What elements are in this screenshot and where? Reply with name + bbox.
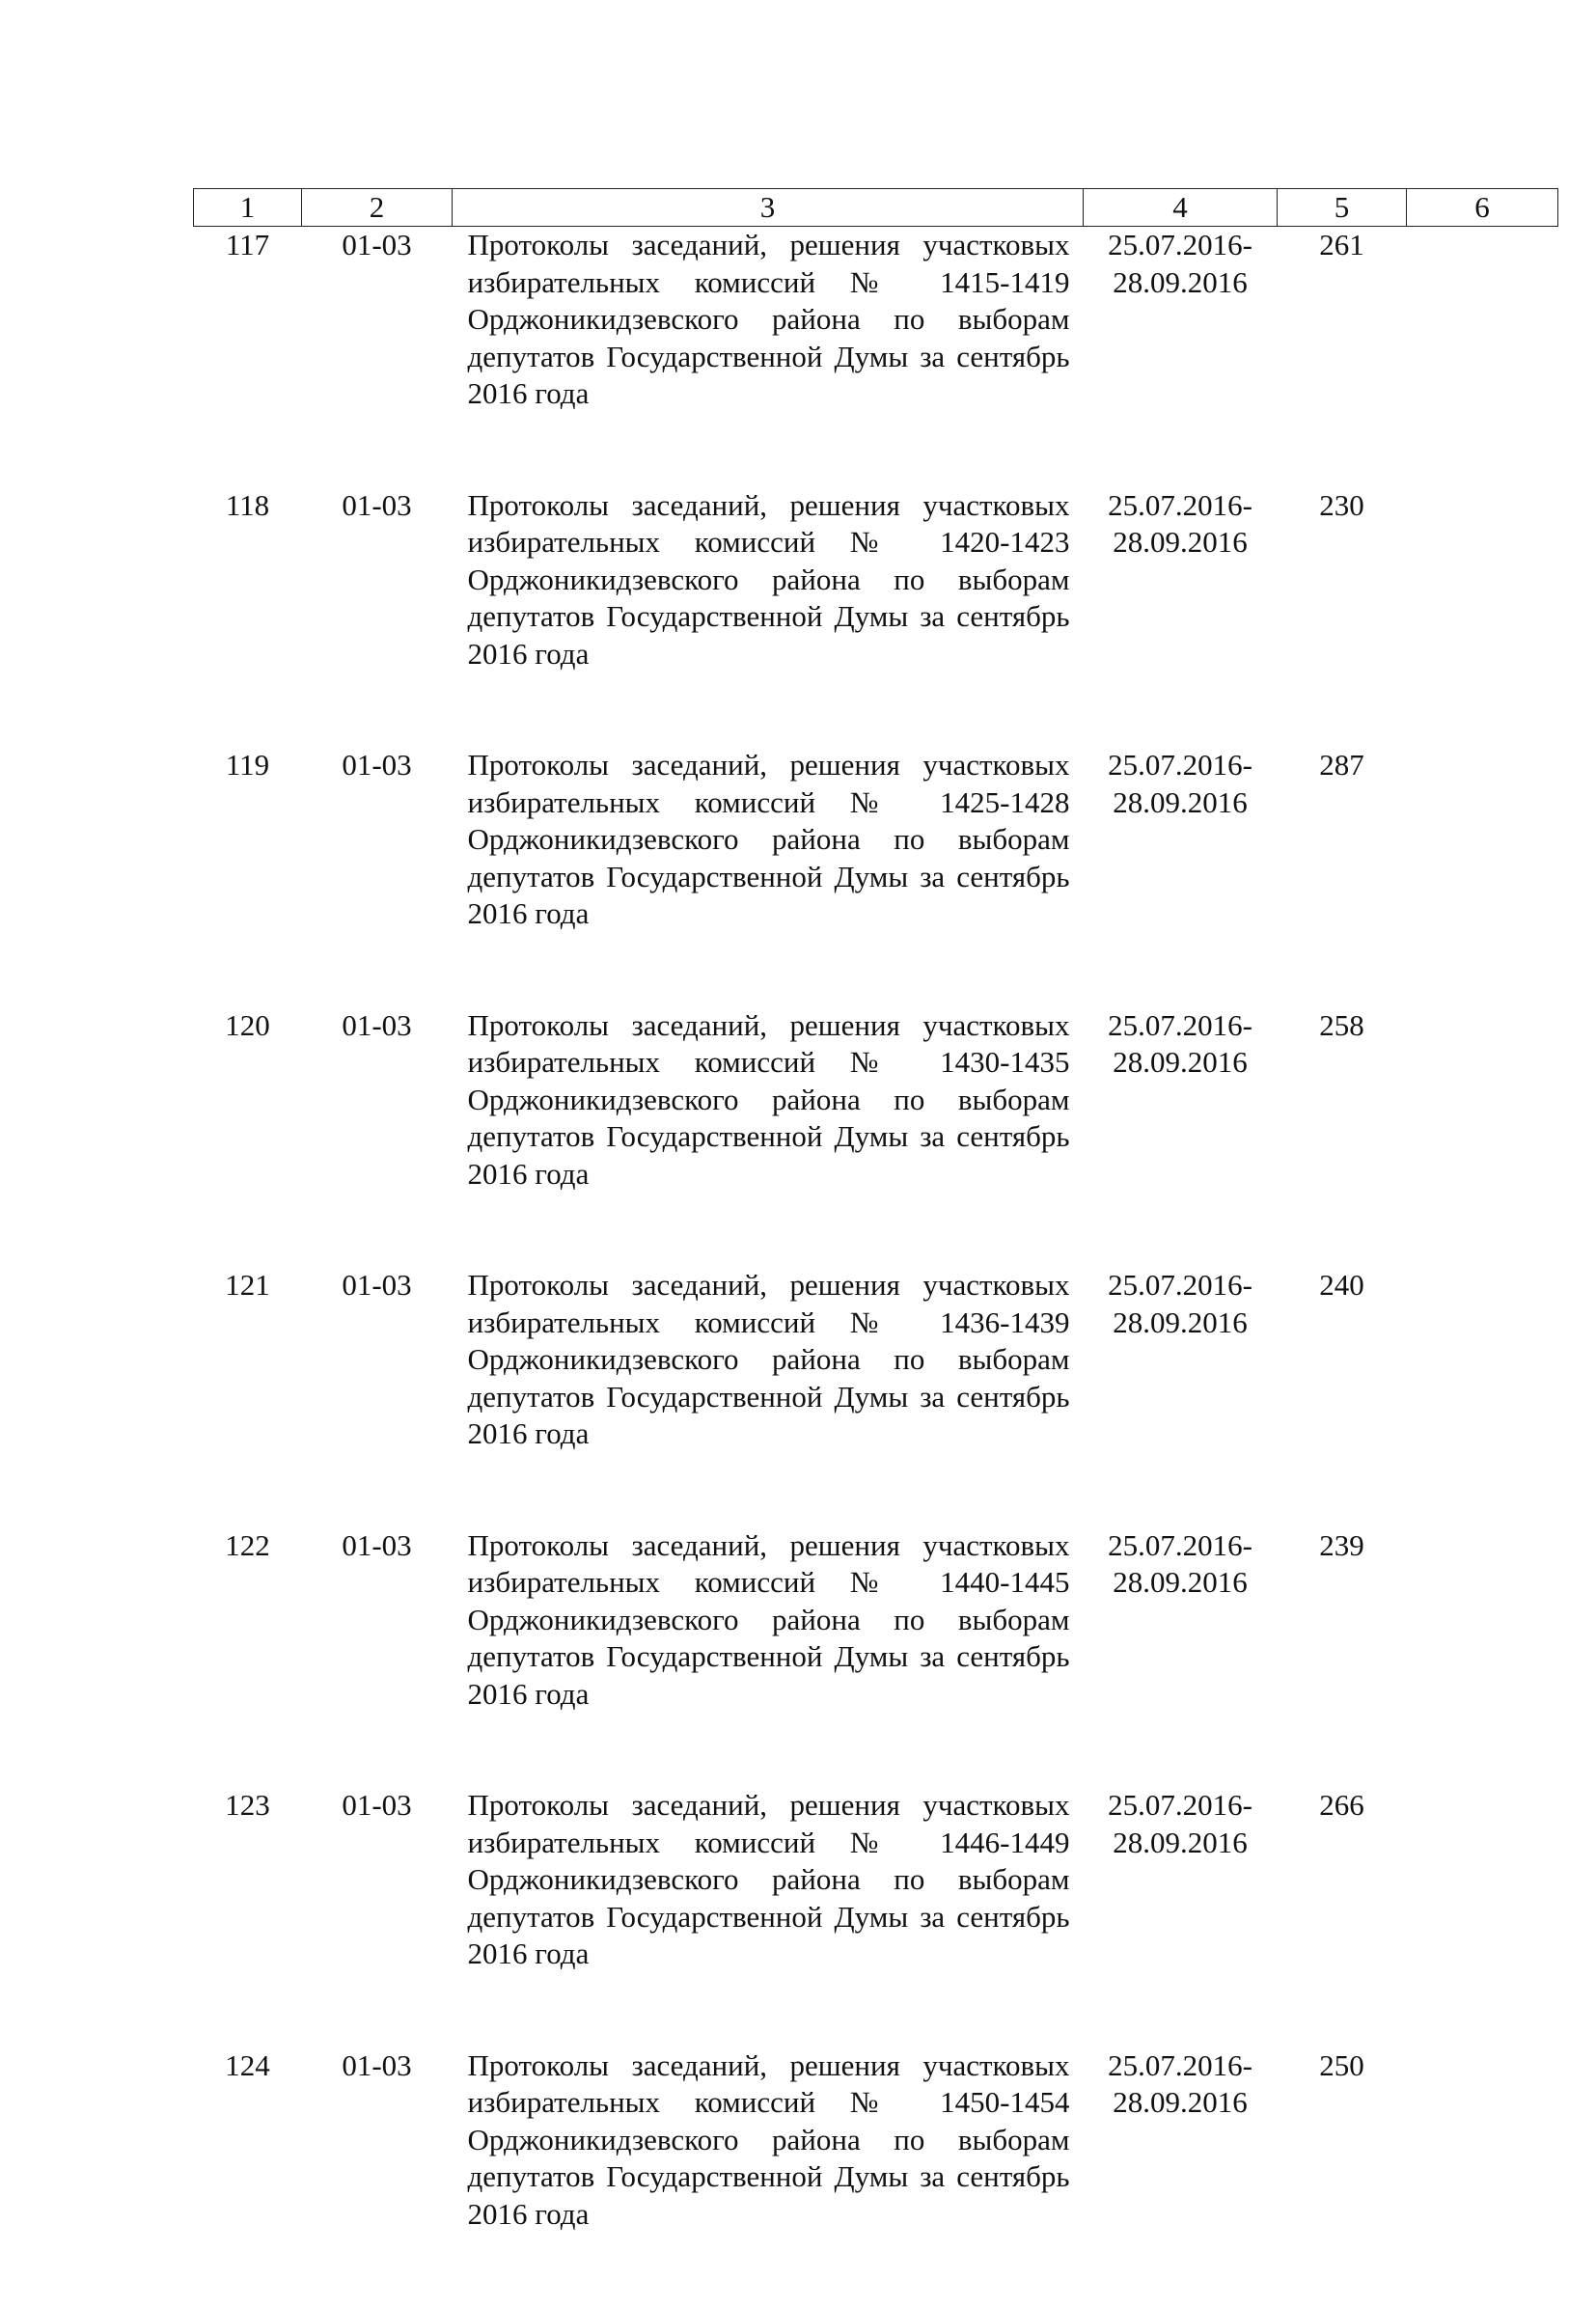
row-date-start: 25.07.2016- [1084,227,1278,264]
row-note [1407,1787,1558,2047]
row-dates [1084,487,1278,748]
row-date-end: 28.09.2016 [1084,1305,1278,1342]
row-dates [1084,1527,1278,1788]
table-body [194,227,1558,2307]
row-note [1407,1007,1558,1268]
row-dates [1084,1787,1278,2047]
row-sheets: 250 [1278,2047,1407,2307]
header-cell-5: 5 [1278,189,1407,227]
table-row [194,1007,1558,1268]
row-date-end: 28.09.2016 [1084,2084,1278,2122]
row-note [1407,1527,1558,1788]
row-sheets: 239 [1278,1527,1407,1788]
row-sheets: 266 [1278,1787,1407,2047]
row-date-start: 25.07.2016- [1084,1787,1278,1825]
header-cell-2: 2 [302,189,453,227]
row-index: 01-03 [302,1267,453,1527]
row-note [1407,487,1558,748]
row-index: 01-03 [302,227,453,487]
row-date-start: 25.07.2016- [1084,487,1278,525]
row-index: 01-03 [302,1007,453,1268]
table-row [194,1787,1558,2047]
row-number: 117 [194,227,302,487]
row-number: 123 [194,1787,302,2047]
row-sheets: 230 [1278,487,1407,748]
row-note [1407,2047,1558,2307]
header-cell-3: 3 [453,189,1084,227]
row-number: 122 [194,1527,302,1788]
row-index: 01-03 [302,1787,453,2047]
row-sheets: 261 [1278,227,1407,487]
row-dates [1084,227,1278,487]
row-date-start: 25.07.2016- [1084,1527,1278,1565]
row-index: 01-03 [302,2047,453,2307]
row-title: Протоколы заседаний, решения участковых избирательных комиссий № 1430-1435 Орджоникидзевского района по выборам депутатов Государственной Думы за сентябрь 2016 года [453,1007,1084,1268]
row-index: 01-03 [302,747,453,1007]
row-date-end: 28.09.2016 [1084,1044,1278,1082]
row-date-start: 25.07.2016- [1084,747,1278,784]
table-row [194,1527,1558,1788]
row-title: Протоколы заседаний, решения участковых избирательных комиссий № 1446-1449 Орджоникидзевского района по выборам депутатов Государственной Думы за сентябрь 2016 года [453,1787,1084,2047]
table-row [194,1267,1558,1527]
row-title: Протоколы заседаний, решения участковых избирательных комиссий № 1450-1454 Орджоникидзевского района по выборам депутатов Государственной Думы за сентябрь 2016 года [453,2047,1084,2307]
row-dates [1084,1007,1278,1268]
row-number: 118 [194,487,302,748]
row-index: 01-03 [302,487,453,748]
row-title: Протоколы заседаний, решения участковых избирательных комиссий № 1415-1419 Орджоникидзевского района по выборам депутатов Государственной Думы за сентябрь 2016 года [453,227,1084,487]
row-sheets: 240 [1278,1267,1407,1527]
table-row [194,487,1558,748]
row-number: 120 [194,1007,302,1268]
table-row [194,747,1558,1007]
row-title: Протоколы заседаний, решения участковых избирательных комиссий № 1420-1423 Орджоникидзевского района по выборам депутатов Государственной Думы за сентябрь 2016 года [453,487,1084,748]
header-cell-6: 6 [1407,189,1558,227]
header-cell-1: 1 [194,189,302,227]
header-row [194,189,1558,227]
table-row [194,2047,1558,2307]
inventory-table [193,188,1558,2307]
row-date-end: 28.09.2016 [1084,784,1278,822]
row-date-end: 28.09.2016 [1084,1564,1278,1602]
row-note [1407,747,1558,1007]
row-note [1407,1267,1558,1527]
row-title: Протоколы заседаний, решения участковых избирательных комиссий № 1425-1428 Орджоникидзевского района по выборам депутатов Государственной Думы за сентябрь 2016 года [453,747,1084,1007]
row-dates [1084,747,1278,1007]
table-header [194,189,1558,227]
row-title: Протоколы заседаний, решения участковых избирательных комиссий № 1440-1445 Орджоникидзевского района по выборам депутатов Государственной Думы за сентябрь 2016 года [453,1527,1084,1788]
row-title: Протоколы заседаний, решения участковых избирательных комиссий № 1436-1439 Орджоникидзевского района по выборам депутатов Государственной Думы за сентябрь 2016 года [453,1267,1084,1527]
table-row [194,227,1558,487]
row-date-start: 25.07.2016- [1084,1007,1278,1045]
row-date-start: 25.07.2016- [1084,1267,1278,1305]
row-date-end: 28.09.2016 [1084,1825,1278,1862]
row-sheets: 287 [1278,747,1407,1007]
row-number: 124 [194,2047,302,2307]
row-date-end: 28.09.2016 [1084,524,1278,562]
row-number: 121 [194,1267,302,1527]
row-dates [1084,2047,1278,2307]
row-number: 119 [194,747,302,1007]
row-dates [1084,1267,1278,1527]
row-sheets: 258 [1278,1007,1407,1268]
row-note [1407,227,1558,487]
row-index: 01-03 [302,1527,453,1788]
row-date-end: 28.09.2016 [1084,264,1278,302]
row-date-start: 25.07.2016- [1084,2047,1278,2085]
header-cell-4: 4 [1084,189,1278,227]
